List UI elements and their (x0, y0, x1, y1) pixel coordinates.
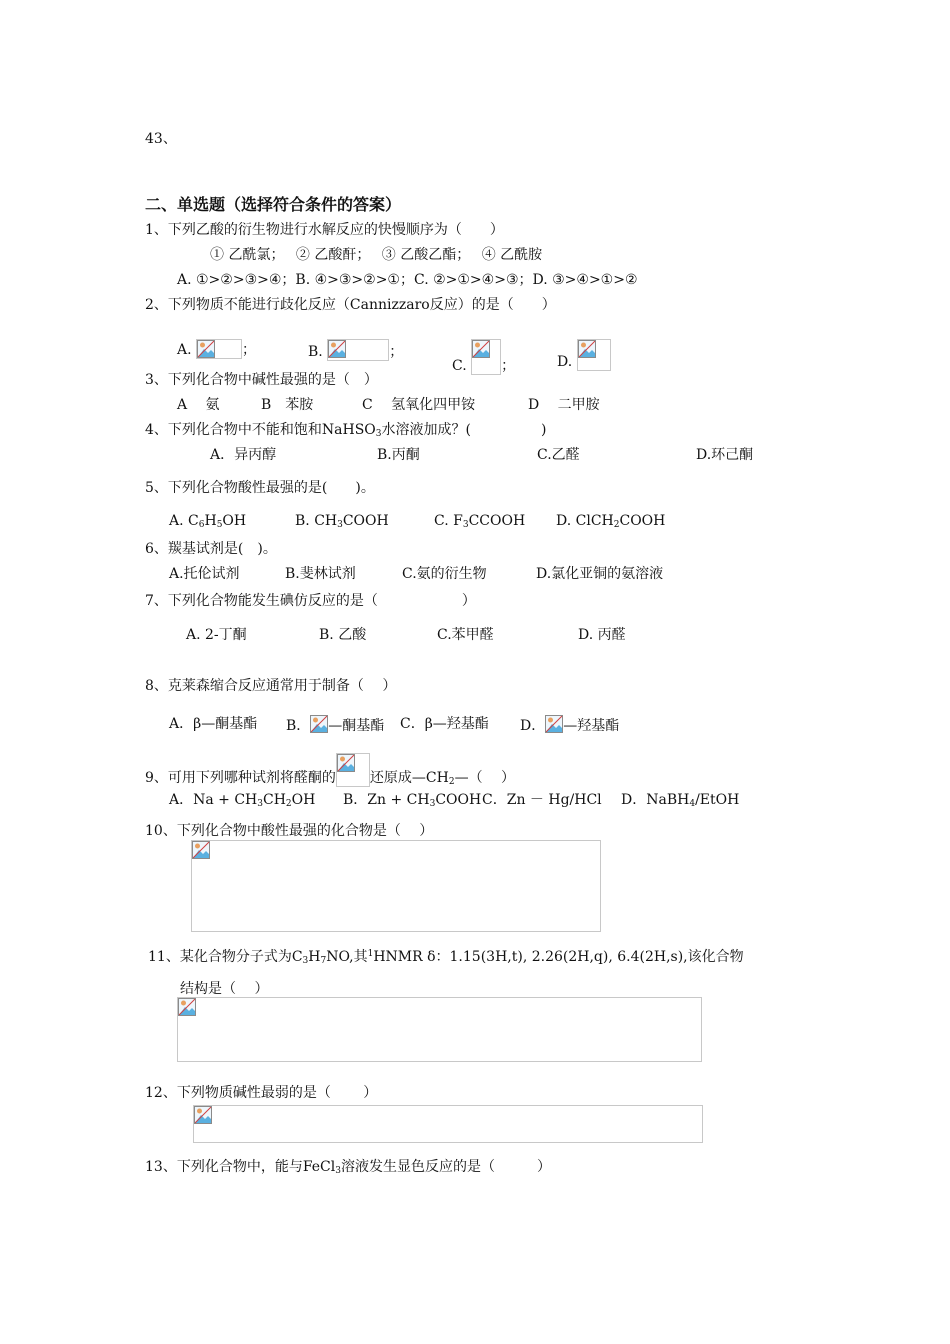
q9-option-a (169, 791, 315, 809)
q9-option-b (343, 791, 481, 809)
q3-option-a: A 氨 (177, 397, 220, 413)
text: 13、下列化合物中，能与FeCl (145, 1159, 336, 1175)
q2-stem: 2、下列物质不能进行歧化反应（Cannizzaro反应）的是（ ） (145, 297, 556, 313)
subscript: 3 (335, 1166, 341, 1176)
q6-option-d: D.氯化亚铜的氨溶液 (536, 566, 664, 582)
q5-option-c (434, 512, 525, 530)
q1-options: A. ①>②>③>④；B. ④>③>②>①；C. ②>①>④>③；D. ③>④>①>② (177, 272, 638, 288)
q4-option-a: A．异丙醇 (210, 447, 277, 463)
q3-option-c: C 氢氧化四甲铵 (362, 397, 476, 413)
broken-image-icon (194, 1106, 212, 1124)
q2-option-c-label: C. (452, 358, 467, 374)
broken-image-icon (545, 715, 563, 735)
text: OH (291, 792, 316, 808)
q8-option-b (286, 715, 384, 735)
q1-stem: 1、下列乙酸的衍生物进行水解反应的快慢顺序为（ ） (145, 222, 504, 238)
text: HNMR δ：1.15(3H,t), 2.26(2H,q), 6.4(2H,s),该化合物 (373, 949, 744, 965)
q4-stem-text: 4、下列化合物中不能和饱和NaHSO (145, 422, 376, 438)
text: C. F (434, 513, 463, 529)
text: B．Zn + CH (343, 792, 430, 808)
q2-option-a-label: A. (177, 342, 192, 358)
subscript: 3 (375, 429, 382, 439)
broken-image-icon (196, 339, 242, 359)
subscript: 2 (285, 799, 292, 809)
text: 9、可用下列哪种试剂将醛酮的 (145, 770, 336, 786)
q5-option-a (169, 512, 246, 530)
subscript: 5 (216, 520, 223, 530)
broken-image-icon (192, 841, 210, 859)
text: A. C (169, 513, 199, 529)
text: NO,其 (326, 949, 368, 965)
q8-option-d (520, 715, 619, 735)
q11-stem-line2: 结构是（ ） (180, 981, 269, 997)
text: CH (263, 792, 286, 808)
text: D．NaBH (621, 792, 690, 808)
q4-option-c: C.乙醛 (537, 447, 580, 463)
subscript: 3 (337, 520, 343, 530)
text: —羟基酯 (563, 718, 620, 734)
text: D. ClCH (556, 513, 614, 529)
broken-image-icon (577, 339, 611, 371)
q4-stem (145, 421, 546, 439)
broken-image-icon (327, 339, 389, 361)
q5-option-b (295, 512, 389, 530)
text: —（ ） (454, 770, 516, 786)
q9-stem (145, 753, 515, 787)
subscript: 7 (320, 956, 327, 966)
question-43: 43、 (145, 131, 177, 147)
separator: ； (389, 344, 404, 360)
q8-option-a: A．β—酮基酯 (169, 716, 258, 732)
q4-option-d: D.环己酮 (696, 447, 754, 463)
q2-option-d-label: D. (557, 354, 573, 370)
text: 还原成—CH (369, 770, 449, 786)
q9-option-d (621, 791, 739, 809)
q2-option-c (452, 339, 515, 375)
text: D． (520, 718, 546, 734)
q7-option-a: A. 2-丁酮 (186, 627, 247, 643)
q2-option-d (557, 339, 611, 371)
text: A．Na + CH (169, 792, 258, 808)
separator: ； (242, 342, 257, 358)
q3-option-d: D 二甲胺 (528, 397, 600, 413)
q7-option-b: B. 乙酸 (319, 627, 367, 643)
q11-image (177, 997, 702, 1062)
q13-stem (145, 1158, 551, 1176)
text: /EtOH (695, 792, 740, 808)
text: 11、某化合物分子式为C (148, 949, 303, 965)
subscript: 3 (462, 520, 469, 530)
text: H (308, 949, 321, 965)
text: B. CH (295, 513, 338, 529)
q1-items: ① 乙酰氯； ② 乙酸酐； ③ 乙酸乙酯； ④ 乙酰胺 (210, 247, 543, 263)
q6-stem: 6、羰基试剂是( )。 (145, 541, 277, 557)
q10-image (191, 840, 601, 932)
broken-image-icon (310, 715, 328, 735)
q7-option-d: D. 丙醛 (578, 627, 626, 643)
subscript: 4 (689, 799, 696, 809)
text: COOH (619, 513, 666, 529)
text: COOH (342, 513, 389, 529)
q2-option-b-label: B. (308, 344, 323, 360)
q5-option-d (556, 512, 665, 530)
text: H (204, 513, 217, 529)
text: CCOOH (468, 513, 526, 529)
q6-option-b: B.斐林试剂 (285, 566, 356, 582)
q8-option-c: C．β—羟基酯 (400, 716, 489, 732)
separator: ； (501, 358, 516, 374)
q5-stem: 5、下列化合物酸性最强的是( )。 (145, 480, 375, 496)
q11-stem (148, 948, 744, 966)
q3-stem: 3、下列化合物中碱性最强的是（ ） (145, 372, 378, 388)
q12-image (193, 1105, 703, 1143)
q9-option-c: C．Zn － Hg/HCl (482, 792, 602, 808)
q4-stem-text: 水溶液加成？( ) (381, 422, 547, 438)
q7-stem: 7、下列化合物能发生碘仿反应的是（ ） (145, 593, 476, 609)
subscript: 3 (257, 799, 263, 809)
subscript: 2 (613, 520, 620, 530)
q6-option-c: C.氨的衍生物 (402, 566, 487, 582)
q2-option-b (308, 339, 403, 361)
q4-option-b: B.丙酮 (377, 447, 420, 463)
q3-option-b: B 苯胺 (261, 397, 314, 413)
text: 溶液发生显色反应的是（ ） (340, 1159, 551, 1175)
subscript: 2 (448, 777, 455, 787)
q2-option-a (177, 339, 256, 359)
broken-image-icon (336, 753, 370, 787)
text: —酮基酯 (328, 718, 385, 734)
q6-option-a: A.托伦试剂 (169, 566, 240, 582)
q8-stem: 8、克莱森缩合反应通常用于制备（ ） (145, 678, 397, 694)
broken-image-icon (471, 339, 501, 375)
section-title: 二、单选题（选择符合条件的答案） (145, 195, 402, 214)
q10-stem: 10、下列化合物中酸性最强的化合物是（ ） (145, 823, 434, 839)
q12-stem: 12、下列物质碱性最弱的是（ ） (145, 1085, 378, 1101)
superscript: 1 (367, 949, 374, 959)
text: B． (286, 718, 311, 734)
text: COOH (435, 792, 482, 808)
q7-option-c: C.苯甲醛 (437, 627, 494, 643)
subscript: 6 (198, 520, 205, 530)
subscript: 3 (429, 799, 436, 809)
broken-image-icon (178, 998, 196, 1016)
text: OH (222, 513, 247, 529)
subscript: 3 (302, 956, 309, 966)
